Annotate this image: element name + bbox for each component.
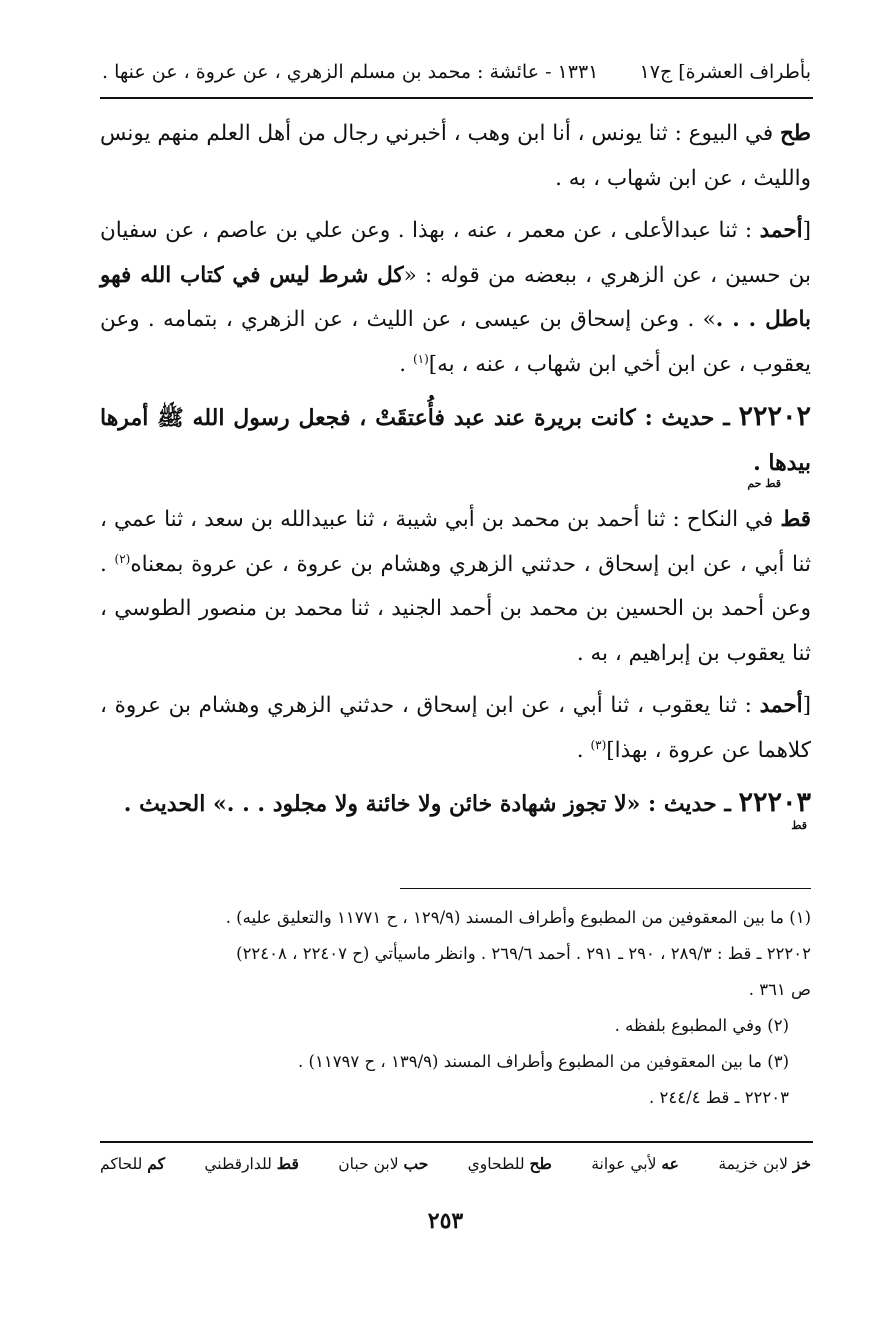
paragraph-tah bbox=[100, 112, 811, 201]
legend-abbr: خز bbox=[792, 1154, 811, 1173]
legend-item bbox=[591, 1154, 679, 1173]
legend-abbr: عه bbox=[661, 1154, 679, 1173]
hadith-22202 bbox=[100, 395, 811, 490]
paragraph-text-2: . وعن أحمد بن الحسين بن محمد بن أحمد الجنيد ، ثنا محمد بن منصور الطوسي ، ثنا يعقوب بن إبراهيم ، به . bbox=[100, 551, 811, 666]
legend-abbr: كم bbox=[147, 1154, 165, 1173]
legend-item bbox=[100, 1154, 165, 1173]
hadith-label: ـ حديث : bbox=[648, 791, 731, 817]
hadith-label: ـ حديث : bbox=[644, 405, 730, 431]
legend-abbr: حب bbox=[403, 1154, 429, 1173]
footnote-ref: (٣) bbox=[590, 737, 607, 752]
footnote-ref: (٢) bbox=[114, 551, 131, 566]
legend-item bbox=[338, 1154, 428, 1173]
legend-name: للحاكم bbox=[100, 1155, 143, 1173]
source-tag: طح bbox=[780, 121, 811, 146]
legend-item bbox=[718, 1154, 811, 1173]
hadith-text: «لا تجوز شهادة خائن ولا خائنة ولا مجلود . . .» الحديث . bbox=[123, 791, 641, 817]
hadith-number: ٢٢٢٠٢ bbox=[738, 401, 811, 432]
running-header bbox=[102, 52, 811, 92]
header-volume: بأطراف العشرة] ج١٧ bbox=[639, 61, 811, 83]
legend-divider bbox=[100, 1141, 813, 1143]
paragraph-text: في البيوع : ثنا يونس ، أنا ابن وهب ، أخبرني رجال من أهل العلم منهم يونس والليث ، عن ابن شهاب ، به . bbox=[100, 121, 811, 191]
paragraph-text: : ثنا يعقوب ، ثنا أبي ، عن ابن إسحاق ، حدثني الزهري وهشام بن عروة ، كلاهما عن عروة ، بهذا] bbox=[100, 693, 811, 763]
footnote-line: (١) ما بين المعقوفين من المطبوع وأطراف المسند (١٢٩/٩ ، ح ١١٧٧١ والتعليق عليه) . bbox=[225, 908, 811, 927]
bracket-open: [ bbox=[802, 693, 811, 718]
legend-name: للدارقطني bbox=[204, 1155, 272, 1173]
footnote-line: ٢٢٢٠٣ ـ قط ٢٤٤/٤ . bbox=[649, 1088, 789, 1107]
legend-name: لابن خزيمة bbox=[718, 1155, 788, 1173]
header-chapter: ١٣٣١ - عائشة : محمد بن مسلم الزهري ، عن عروة ، عن عنها . bbox=[102, 61, 599, 83]
paragraph-text: : ثنا عبدالأعلى ، عن معمر ، عنه ، بهذا . وعن علي بن عاصم ، عن سفيان بن حسين ، عن الزهري ، ببعضه من قوله : « bbox=[100, 218, 811, 288]
legend-name: لابن حبان bbox=[338, 1155, 399, 1173]
abbreviation-legend bbox=[100, 1154, 811, 1173]
paragraph-text-2: » . وعن إسحاق بن عيسى ، عن الليث ، عن الزهري ، بتمامه . وعن يعقوب ، عن ابن أخي ابن شهاب ، عنه ، به] bbox=[100, 307, 811, 377]
quoted-text: كل شرط ليس في كتاب الله فهو باطل . . . bbox=[100, 262, 811, 332]
paragraph-ahmad-1 bbox=[100, 209, 811, 387]
bracket-open: [ bbox=[802, 218, 811, 243]
hadith-sigla: قط bbox=[791, 818, 807, 832]
footnote-line: (٢) وفي المطبوع بلفظه . bbox=[614, 1016, 789, 1035]
sentence-end: . bbox=[399, 351, 413, 377]
legend-name: لأبي عوانة bbox=[591, 1155, 657, 1173]
hadith-22203 bbox=[100, 781, 811, 832]
main-text bbox=[100, 112, 811, 840]
source-tag: أحمد bbox=[759, 218, 803, 243]
legend-abbr: طح bbox=[529, 1154, 552, 1173]
footnote-divider bbox=[400, 888, 811, 889]
footnote-line: (٣) ما بين المعقوفين من المطبوع وأطراف المسند (١٣٩/٩ ، ح ١١٧٩٧) . bbox=[298, 1052, 789, 1071]
paragraph-ahmad-2 bbox=[100, 684, 811, 773]
footnote-line: ٢٢٢٠٢ ـ قط : ٢٨٩/٣ ، ٢٩٠ ـ ٢٩١ . أحمد ٢٦٩/٦ . وانظر ماسيأتي (ح ٢٢٤٠٧ ، ٢٢٤٠٨) bbox=[236, 944, 811, 963]
header-divider bbox=[100, 97, 813, 99]
legend-item bbox=[468, 1154, 552, 1173]
legend-name: للطحاوي bbox=[467, 1155, 525, 1173]
footnotes bbox=[100, 900, 811, 1116]
sentence-end: . bbox=[576, 737, 591, 763]
page-number: ٢٥٣ bbox=[427, 1208, 464, 1234]
paragraph-text: في النكاح : ثنا أحمد بن محمد بن أبي شيبة ، ثنا عبيدالله بن سعد ، ثنا عمي ، ثنا أبي ، عن ابن إسحاق ، حدثني الزهري وهشام بن عروة ، عن عروة بمعناه bbox=[100, 507, 811, 577]
paragraph-qut bbox=[100, 498, 811, 676]
hadith-text: كانت بريرة عند عبد فأُعتقَتْ ، فجعل رسول الله ﷺ أمرها بيدها . bbox=[100, 405, 811, 476]
legend-abbr: قط bbox=[276, 1154, 299, 1173]
source-tag: أحمد bbox=[759, 693, 803, 718]
hadith-sigla: قط حم bbox=[747, 477, 781, 490]
hadith-number: ٢٢٢٠٣ bbox=[738, 787, 811, 818]
footnote-line: ص ٣٦١ . bbox=[748, 980, 811, 999]
legend-item bbox=[204, 1154, 299, 1173]
source-tag: قط bbox=[780, 507, 811, 532]
footnote-ref: (١) bbox=[412, 351, 429, 366]
